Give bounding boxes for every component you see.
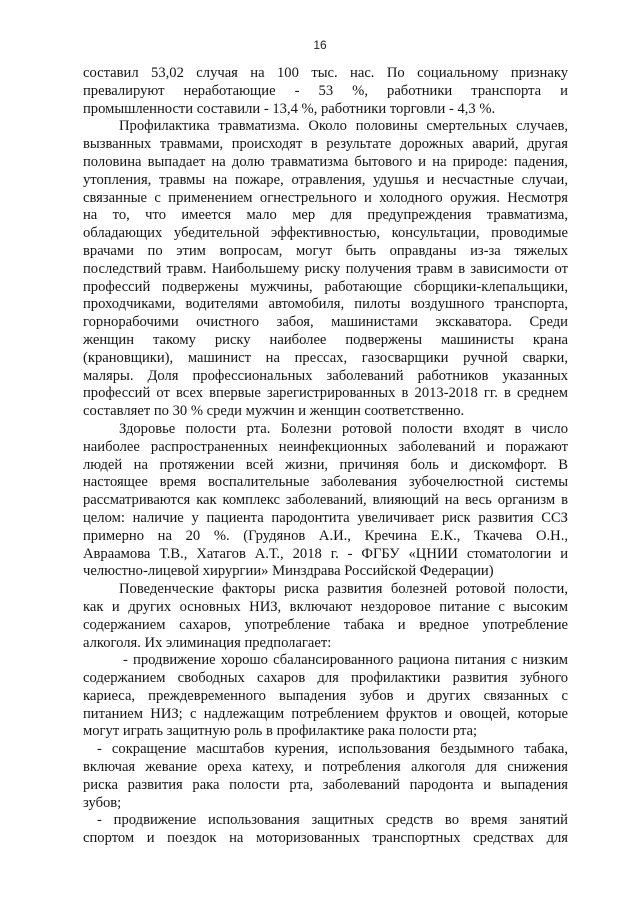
text-line: рассматриваются как комплекс заболеваний, влияющий на весь организм в xyxy=(83,492,568,509)
text-line: челюстно-лицевой хирургии» Минздрава Российской Федерации) xyxy=(83,563,494,580)
text-line: утопления, травмы на пожаре, отравления, удушья и несчастные случаи, xyxy=(83,171,568,188)
text-line: риска развития рака полости рта, заболеваний пародонта и выпадения xyxy=(83,776,568,793)
text-line: как и других основных НИЗ, включают нездоровое питание с высоким xyxy=(83,598,568,615)
text-line: обладающих убедительной эффективностью, консультации, проводимые xyxy=(83,225,568,242)
text-line: женщин такому риску наиболее подвержены машинисты крана xyxy=(83,331,568,348)
text-line: могут играть защитную роль в профилактике рака полости рта; xyxy=(83,723,478,740)
text-line: содержанием свободных сахаров для профилактики развития зубного xyxy=(83,670,568,687)
text-line: профессий от всех впервые зарегистрированных в 2013-2018 гг. в среднем xyxy=(83,385,568,402)
text-line: маляры. Доля профессиональных заболеваний работников указанных xyxy=(83,367,568,384)
text-line: профессий подвержены мужчины, работающие сборщики-клепальщики, xyxy=(83,278,568,295)
text-line: Поведенческие факторы риска развития болезней ротовой полости, xyxy=(119,581,568,598)
text-line: включая жевание ореха катеху, и потребления алкоголя для снижения xyxy=(83,759,568,776)
text-line: составил 53,02 случая на 100 тыс. нас. По социальному признаку xyxy=(83,65,568,81)
text-line: целом: наличие у пациента пародонтита увеличивает риск развития ССЗ xyxy=(83,509,568,526)
text-line: промышленности составили - 13,4 %, работники торговли - 4,3 %. xyxy=(83,100,496,117)
text-line: содержанием сахаров, употребление табака и вредное употребление xyxy=(83,616,568,633)
text-line: (крановщики), машинист на прессах, газосварщики ручной сварки, xyxy=(83,349,568,366)
paragraph-injury-prevention xyxy=(83,118,568,421)
text-line: зубов; xyxy=(83,794,122,811)
text-line: составляет по 30 % среди мужчин и женщин соответственно. xyxy=(83,403,465,420)
text-line: настоящее время воспалительные заболевания зубочелюстной системы xyxy=(83,474,568,491)
paragraph-behavioral-factors xyxy=(83,581,568,652)
text-line: - продвижение хорошо сбалансированного рациона питания с низким xyxy=(123,652,568,669)
text-line: наиболее распространенных неинфекционных заболеваний и поражают xyxy=(83,438,568,455)
text-line: Здоровье полости рта. Болезни ротовой полости входят в число xyxy=(119,420,568,437)
text-line: алкоголя. Их элиминация предполагает: xyxy=(83,634,332,651)
list-item-protective-equipment xyxy=(83,812,568,848)
paragraph-oral-health xyxy=(83,421,568,581)
text-line: Авраамова Т.В., Хатагов А.Т., 2018 г. - ФГБУ «ЦНИИ стоматологии и xyxy=(83,545,568,562)
text-line: спортом и поездок на моторизованных транспортных средствах для xyxy=(83,830,568,847)
text-line: питанием НИЗ; с надлежащим потреблением фруктов и овощей, которые xyxy=(83,705,568,722)
text-line: - сокращение масштабов курения, использования бездымного табака, xyxy=(97,741,568,758)
paragraph-1 xyxy=(83,65,568,118)
text-line: примерно на 20 %. (Грудянов А.И., Кречина Е.К., Ткачева О.Н., xyxy=(83,527,568,544)
list-item-nutrition xyxy=(83,652,568,741)
text-line: последствий травм. Наибольшему риску получения травм в зависимости от xyxy=(83,260,568,277)
text-line: людей на протяжении всей жизни, причиняя боль и дискомфорт. В xyxy=(83,456,568,473)
text-line: половина выпадает на долю травматизма бытового и на природе: падения, xyxy=(83,153,568,170)
text-line: на то, что имеется мало мер для предупреждения травматизма, xyxy=(83,207,568,224)
text-line: кариеса, преждевременного выпадения зубов и других связанных с xyxy=(83,687,568,704)
text-line: горнорабочими очистного забоя, машинистами экскаватора. Среди xyxy=(83,314,568,331)
document-body xyxy=(83,65,568,848)
text-line: вызванных травмами, происходят в результате дорожных аварий, другая xyxy=(83,136,568,153)
text-line: Профилактика травматизма. Около половины смертельных случаев, xyxy=(119,118,568,135)
text-line: превалируют неработающие - 53 %, работники транспорта и xyxy=(83,82,568,99)
text-line: врачами по этим вопросам, могут быть оправданы из-за тяжелых xyxy=(83,242,568,259)
list-item-tobacco-alcohol xyxy=(83,741,568,812)
page-number: 16 xyxy=(313,38,327,52)
text-line: связанные с применением огнестрельного и холодного оружия. Несмотря xyxy=(83,189,568,206)
text-line: проходчиками, водителями автомобиля, пилоты воздушного транспорта, xyxy=(83,296,568,313)
text-line: - продвижение использования защитных средств во время занятий xyxy=(97,812,568,829)
